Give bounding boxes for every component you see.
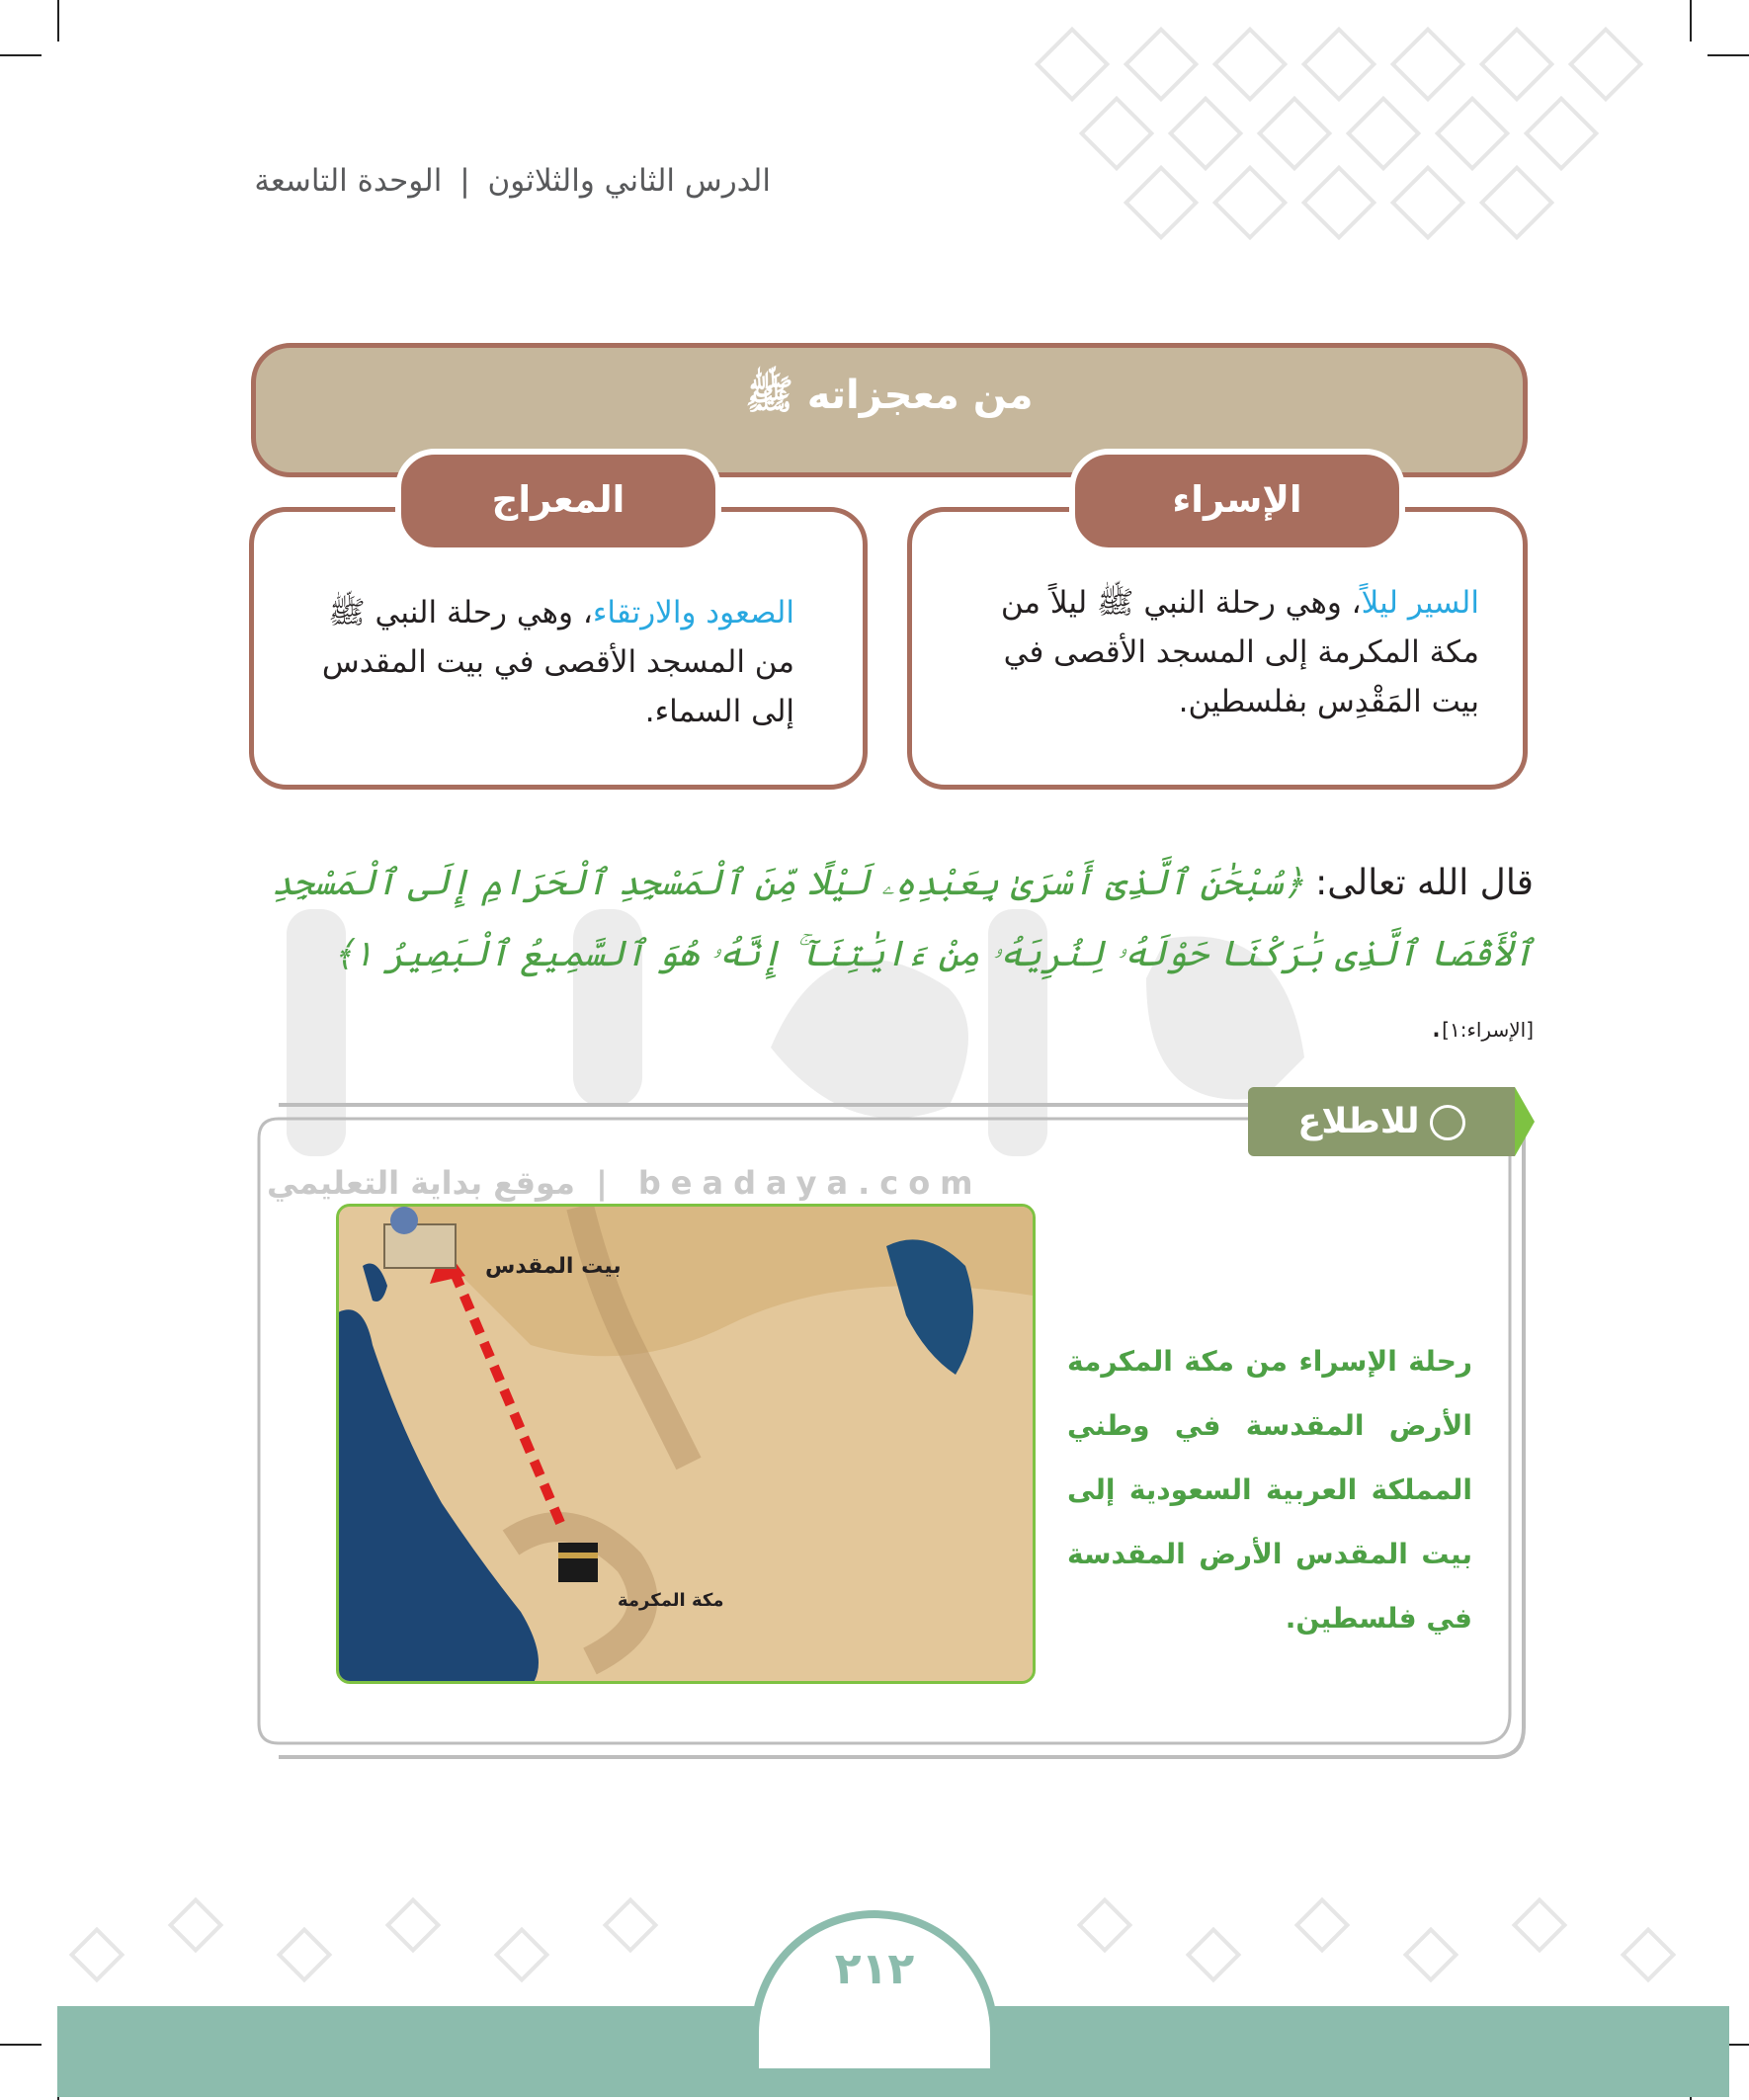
page-number: ٢١٢ <box>751 1910 998 2068</box>
verse-end: . <box>1430 1005 1443 1046</box>
header-separator: | <box>459 163 470 199</box>
card-isra-text <box>963 578 1479 726</box>
quran-verse <box>247 848 1534 1065</box>
map-label-jerusalem: بيت المقدس <box>485 1254 622 1279</box>
card-miraj-text <box>316 588 794 736</box>
card-miraj-body: ، وهي رحلة النبي ﷺ من المسجد الأقصى في بيت المقدس إلى السماء. <box>321 595 794 729</box>
info-text: رحلة الإسراء من مكة المكرمة الأرض المقدسة في وطني المملكة العربية السعودية إلى بيت المقدس الأرض المقدسة في فلسطين. <box>1067 1345 1472 1635</box>
info-label-arrow-icon <box>1515 1087 1535 1156</box>
card-miraj-heading: المعراج <box>395 449 721 553</box>
watermark-text: beadaya.com | موقع بداية التعليمي <box>267 1164 983 1202</box>
unit-title: الوحدة التاسعة <box>254 163 443 199</box>
map-label-makkah: مكة المكرمة <box>618 1590 724 1611</box>
page-header <box>227 163 771 199</box>
section-title: من معجزاته ﷺ <box>745 373 1034 418</box>
info-label: للاطلاع <box>1248 1087 1515 1156</box>
map-illustration <box>336 1207 1033 1684</box>
card-isra-body: ، وهي رحلة النبي ﷺ ليلاً من مكة المكرمة إلى المسجد الأقصى في بيت المَقْدِس بفلسطين. <box>1000 585 1479 719</box>
verse-text: ﴿سُبْحَٰنَ ٱلَّذِىٓ أَسْرَىٰ بِعَبْدِهِۦ لَيْلًا مِّنَ ٱلْمَسْجِدِ ٱلْحَرَامِ إِلَى ٱلْمَسْجِدِ ٱلْأَقْصَا ٱلَّذِى بَٰرَكْنَا حَوْلَهُۥ لِنُرِيَهُۥ مِنْ ءَايَٰتِنَآ ۚ إِنَّهُۥ هُوَ ٱلسَّمِيعُ ٱلْبَصِيرُ ١﴾ <box>271 863 1534 974</box>
card-isra-highlight: السير ليلاً <box>1361 585 1479 621</box>
journey-map <box>336 1204 1036 1684</box>
verse-reference: [الإسراء:١] <box>1442 1018 1534 1042</box>
card-miraj-highlight: الصعود والارتقاء <box>592 595 794 630</box>
card-isra-heading: الإسراء <box>1069 449 1405 553</box>
lesson-title: الدرس الثاني والثلاثون <box>487 163 771 199</box>
lightbulb-icon <box>1430 1105 1465 1140</box>
verse-intro: قال الله تعالى: <box>1303 863 1534 903</box>
